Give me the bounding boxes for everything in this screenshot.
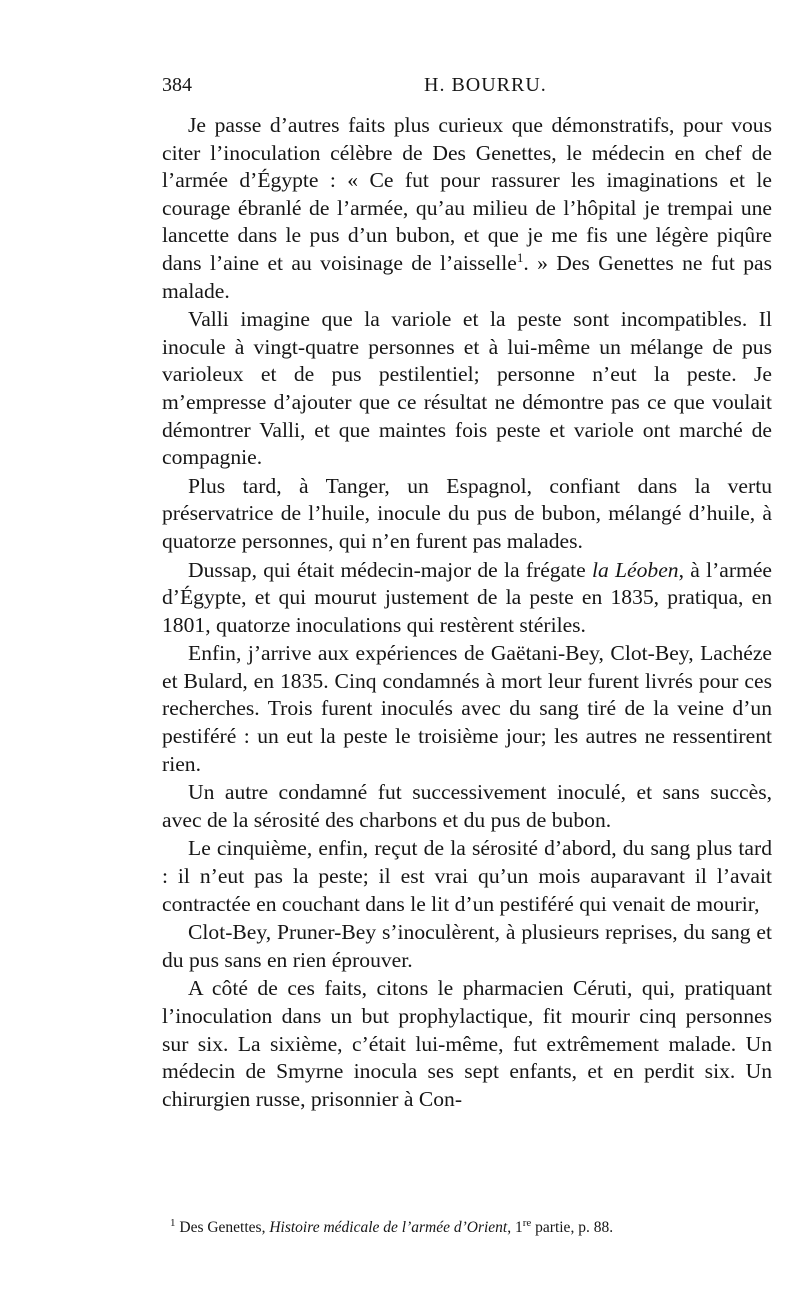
ship-name: la Léoben <box>592 557 679 582</box>
paragraph: Le cinquième, enfin, reçut de la sérosité d’abord, du sang plus tard : il n’eut pas la peste; il est vrai qu’un mois auparavant il l’avait contractée en couchant dans le lit d’un pestiféré qui venait de mourir, <box>162 836 772 916</box>
footnote-mark: 1 <box>170 1216 176 1229</box>
paragraph: Enfin, j’arrive aux expériences de Gaëtani-Bey, Clot-Bey, Lachéze et Bulard, en 1835. Cinq condamnés à mort leur furent livrés pour ces recherches. Trois furent inoculés avec du sang tiré de la veine d’un pestiféré : un eut la peste le troisième jour; les autres ne ressentirent rien. <box>162 641 772 776</box>
paragraph <box>162 112 772 305</box>
paragraph <box>162 557 772 640</box>
paragraph-text: , à l’armée d’Égypte, et qui mourut justement de la peste en 1835, pratiqua, en 1801, quatorze inoculations qui restèrent stériles. <box>162 557 772 637</box>
running-title: H. BOURRU. <box>424 74 547 96</box>
paragraph: A côté de ces faits, citons le pharmacien Céruti, qui, pratiquant l’inoculation dans un but prophylactique, fit mourir cinq personnes sur six. La sixième, c’était lui-même, fut extrêmement malade. Un médecin de Smyrne inocula ses sept enfants, et en perdit six. Un chirurgien russe, prisonnier à Con- <box>162 976 772 1111</box>
paragraph: Clot-Bey, Pruner-Bey s’inoculèrent, à plusieurs reprises, du sang et du pus sans en rien éprouver. <box>162 920 772 972</box>
footnote <box>170 1218 770 1238</box>
footnote-ordinal: re <box>522 1216 532 1229</box>
running-header <box>162 74 772 104</box>
paragraph: Un autre condamné fut successivement inoculé, et sans succès, avec de la sérosité des charbons et du pus de bubon. <box>162 780 772 832</box>
body-text <box>162 112 772 1113</box>
footnote-text: , 1 <box>507 1219 523 1236</box>
paragraph-text: Je passe d’autres faits plus curieux que démonstratifs, pour vous citer l’inoculation célèbre de Des Genettes, le médecin en chef de l’armée d’Égypte : « Ce fut pour rassurer les imaginations et le courage ébranlé de l’armée, qu’au milieu de l’hôpital je trempai une lancette dans le pus d’un bubon, et que je me fis une légère piqûre dans l’aine et au voisinage de l’aisselle <box>162 113 772 275</box>
footnote-text: Des Genettes, <box>175 1219 270 1236</box>
paragraph: Plus tard, à Tanger, un Espagnol, confiant dans la vertu préservatrice de l’huile, inocule du pus de bubon, mélangé d’huile, à quatorze personnes, qui n’en furent pas malades. <box>162 473 772 553</box>
paragraph: Valli imagine que la variole et la peste sont incompatibles. Il inocule à vingt-quatre personnes et à lui-même un mélange de pus varioleux et de pus pestilentiel; personne n’eut la peste. Je m’empresse d’ajouter que ce résultat ne démontre pas ce que voulait démontrer Valli, et que maintes fois peste et variole ont marché de compagnie. <box>162 307 772 470</box>
paragraph-text: Dussap, qui était médecin-major de la frégate <box>188 557 592 582</box>
paragraph-text: . » Des Genettes ne fut pas malade. <box>162 250 773 303</box>
page-number: 384 <box>162 74 192 96</box>
footnote-reference: 1 <box>516 249 524 265</box>
footnote-text: partie, p. 88. <box>531 1219 614 1236</box>
footnote-title: Histoire médicale de l’armée d’Orient <box>269 1219 508 1236</box>
